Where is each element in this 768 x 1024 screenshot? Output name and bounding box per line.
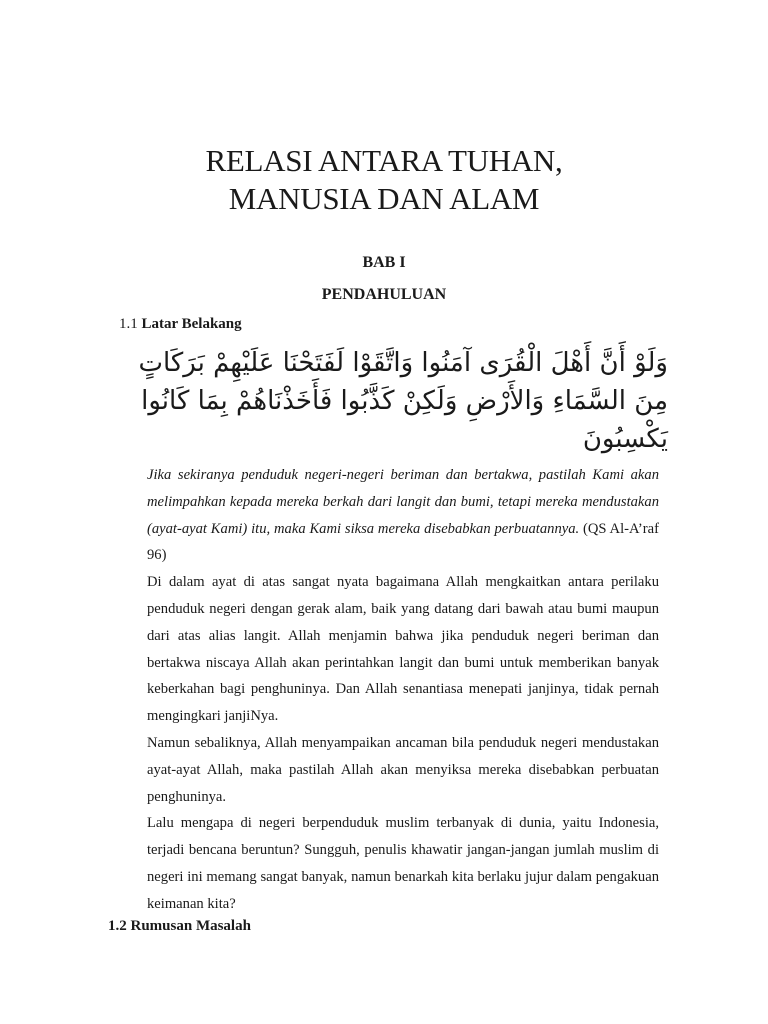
section-1-body	[147, 462, 659, 918]
quran-verse	[140, 344, 668, 458]
translation-citation: (QS Al-A’raf 96)	[147, 520, 659, 564]
document-title	[0, 142, 768, 218]
verse-translation	[147, 462, 659, 569]
title-line-2: MANUSIA DAN ALAM	[228, 181, 540, 216]
title-line-1: RELASI ANTARA TUHAN,	[205, 143, 563, 178]
verse-line-1: وَلَوْ أَنَّ أَهْلَ الْقُرَى آمَنُوا وَاتَّقَوْا لَفَتَحْنَا عَلَيْهِمْ بَرَكَاتٍ	[138, 348, 668, 378]
verse-line-2: مِنَ السَّمَاءِ وَالأَرْضِ وَلَكِنْ كَذَّبُوا فَأَخَذْنَاهُمْ بِمَا كَانُوا	[141, 386, 668, 416]
section-1-label: Latar Belakang	[141, 316, 242, 332]
paragraph-2: Namun sebaliknya, Allah menyampaikan ancaman bila penduduk negeri mendustakan ayat-ayat Allah, maka pastilah Allah akan menyiksa mereka disebabkan perbuatan penghuninya.	[147, 734, 659, 805]
chapter-name: PENDAHULUAN	[321, 286, 447, 303]
chapter-number: BAB I	[362, 254, 406, 271]
translation-text: Jika sekiranya penduduk negeri-negeri beriman dan bertakwa, pastilah Kami akan melimpahkan kepada mereka berkah dari langit dan bumi, tetapi mereka mendustakan (ayat-ayat Kami) itu, maka Kami siksa mereka disebabkan perbuatannya.	[147, 467, 659, 537]
section-2-heading: 1.2 Rumusan Masalah	[108, 918, 251, 934]
section-1-number: 1.1	[119, 316, 138, 332]
verse-line-3: يَكْسِبُونَ	[582, 424, 668, 454]
section-1-heading	[119, 316, 242, 333]
paragraph-3: Lalu mengapa di negeri berpenduduk muslim terbanyak di dunia, yaitu Indonesia, terjadi bencana beruntun? Sungguh, penulis khawatir jangan-jangan jumlah muslim di negeri ini memang sangat banyak, namun benarkah kita berlaku jujur dalam pengakuan keimanan kita?	[147, 815, 659, 912]
paragraph-1: Di dalam ayat di atas sangat nyata bagaimana Allah mengkaitkan antara perilaku penduduk negeri dengan gerak alam, baik yang datang dari bawah atau bumi maupun dari atas alias langit. Allah menjamin bahwa jika penduduk negeri beriman dan bertakwa niscaya Allah akan perintahkan langit dan bumi untuk memberikan banyak keberkahan bagi penghuninya. Dan Allah senantiasa menepati janjinya, tidak pernah mengingkari janjiNya.	[147, 574, 659, 725]
